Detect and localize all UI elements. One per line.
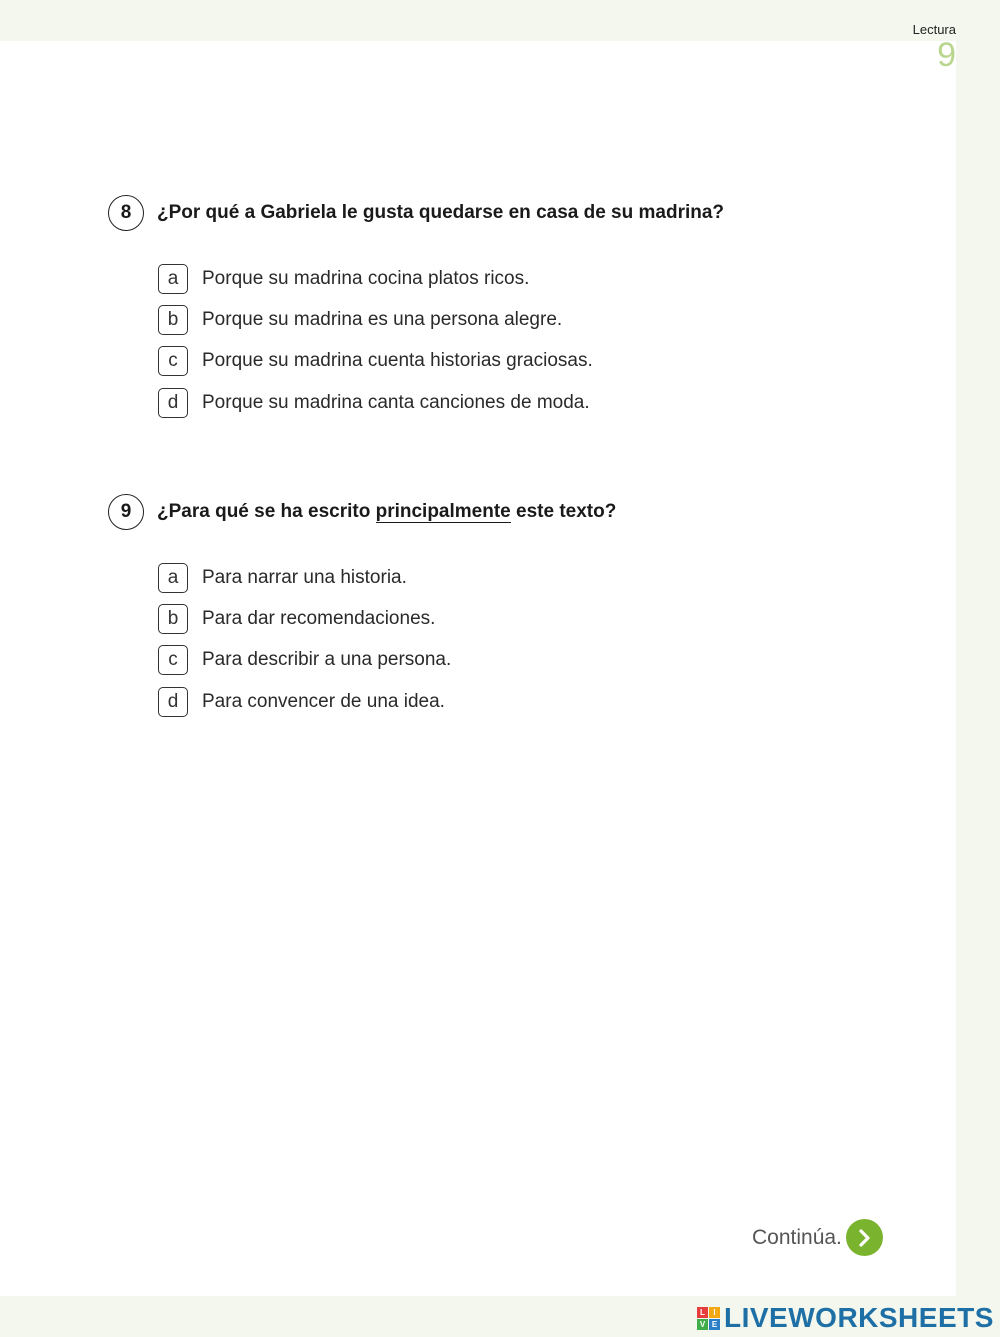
section-label: Lectura xyxy=(912,22,956,37)
option-letter-box[interactable]: c xyxy=(158,645,188,675)
answer-option[interactable] xyxy=(158,640,451,681)
option-letter-box[interactable]: b xyxy=(158,305,188,335)
option-letter-box[interactable]: a xyxy=(158,264,188,294)
option-text: Para narrar una historia. xyxy=(202,566,407,588)
question-text: ¿Por qué a Gabriela le gusta quedarse en casa de su madrina? xyxy=(157,202,725,223)
question-9 xyxy=(108,494,616,530)
option-letter-box[interactable]: d xyxy=(158,388,188,418)
logo-cell: L xyxy=(697,1307,708,1318)
section-number: 9 xyxy=(937,36,956,74)
question-text xyxy=(157,501,616,523)
watermark-text: LIVEWORKSHEETS xyxy=(724,1302,994,1333)
answer-option[interactable] xyxy=(158,341,593,382)
answer-option[interactable] xyxy=(158,299,593,340)
question-8 xyxy=(108,195,724,231)
option-letter-box[interactable]: a xyxy=(158,563,188,593)
answer-option[interactable] xyxy=(158,382,593,423)
option-text: Para convencer de una idea. xyxy=(202,690,445,712)
top-band xyxy=(0,0,1000,41)
liveworksheets-watermark xyxy=(697,1302,994,1334)
continue-button[interactable] xyxy=(752,1219,883,1256)
answer-option[interactable] xyxy=(158,258,593,299)
answer-option[interactable] xyxy=(158,557,451,598)
option-text: Porque su madrina es una persona alegre. xyxy=(202,308,563,330)
question-9-options xyxy=(158,557,451,722)
option-text: Porque su madrina cocina platos ricos. xyxy=(202,267,530,289)
question-number-badge: 9 xyxy=(108,494,144,530)
logo-cell: V xyxy=(697,1319,708,1330)
option-text: Para dar recomendaciones. xyxy=(202,607,436,629)
logo-cell: E xyxy=(709,1319,720,1330)
logo-cell: I xyxy=(709,1307,720,1318)
underlined-keyword: principalmente xyxy=(375,501,511,522)
question-number-badge: 8 xyxy=(108,195,144,231)
chevron-right-icon[interactable] xyxy=(846,1219,883,1256)
answer-option[interactable] xyxy=(158,598,451,639)
option-letter-box[interactable]: d xyxy=(158,687,188,717)
question-text-start: ¿Para qué se ha escrito xyxy=(157,501,376,522)
option-text: Para describir a una persona. xyxy=(202,649,452,671)
question-8-options xyxy=(158,258,593,423)
option-text: Porque su madrina cuenta historias graciosas. xyxy=(202,350,593,372)
option-letter-box[interactable]: c xyxy=(158,346,188,376)
right-margin-band xyxy=(956,0,1000,1337)
liveworksheets-logo-icon xyxy=(697,1307,720,1330)
option-text: Porque su madrina canta canciones de moda. xyxy=(202,391,590,413)
question-text-end: este texto? xyxy=(510,501,617,522)
option-letter-box[interactable]: b xyxy=(158,604,188,634)
answer-option[interactable] xyxy=(158,681,451,722)
continue-label[interactable]: Continúa. xyxy=(752,1225,842,1249)
